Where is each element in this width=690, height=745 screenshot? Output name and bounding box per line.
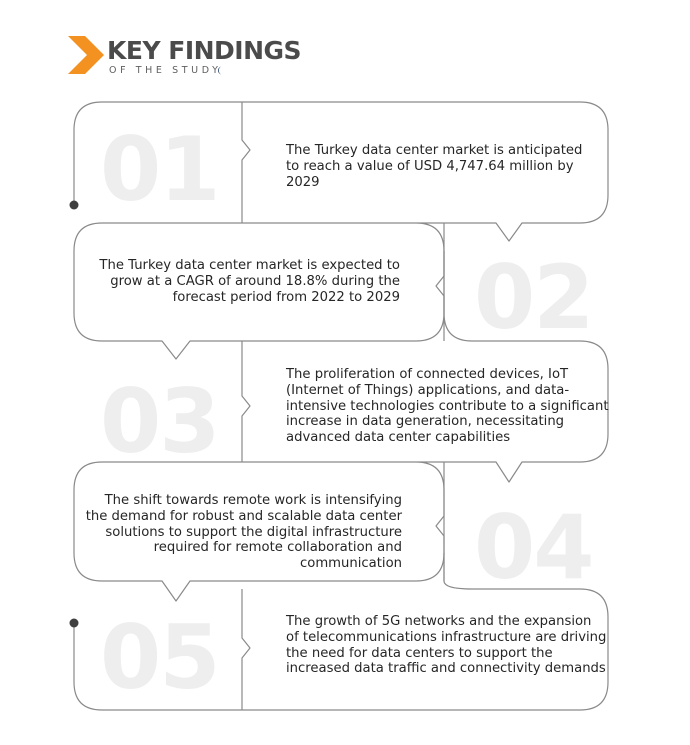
finding-text-04: The shift towards remote work is intensifying the demand for robust and scalable data center solutions to support the digital infrastructure required for remote collaboration and communication — [85, 493, 402, 572]
crescent-icon — [216, 66, 224, 75]
finding-number-03: 03 — [100, 370, 219, 473]
finding-number-05: 05 — [100, 606, 219, 709]
flow-start-dot — [70, 201, 79, 210]
divider-02 — [436, 223, 444, 341]
divider-01 — [242, 102, 250, 223]
flow-end-dot — [70, 619, 79, 628]
divider-04 — [436, 462, 444, 581]
orange-chevron-logo — [68, 36, 104, 74]
finding-text-03: The proliferation of connected devices, IoT (Internet of Things) applications, and data-intensive technologies contribute to a significant increase in data generation, necessitating advanced data center capabilities — [286, 367, 609, 446]
finding-number-04: 04 — [474, 496, 593, 599]
finding-text-01: The Turkey data center market is anticipated to reach a value of USD 4,747.64 million by 2029 — [286, 143, 583, 190]
divider-03 — [242, 341, 250, 462]
finding-number-02: 02 — [474, 246, 593, 349]
page-subtitle: OF THE STUDY — [109, 65, 222, 76]
divider-05 — [242, 589, 250, 710]
page-title: KEY FINDINGS — [107, 36, 302, 65]
finding-text-05: The growth of 5G networks and the expansion of telecommunications infrastructure are driving the need for data centers to support the increased data traffic and connectivity demands — [286, 614, 607, 677]
connector-01 — [74, 102, 608, 359]
finding-text-02: The Turkey data center market is expected to grow at a CAGR of around 18.8% during the forecast period from 2022 to 2029 — [99, 258, 400, 305]
finding-number-01: 01 — [100, 118, 219, 221]
